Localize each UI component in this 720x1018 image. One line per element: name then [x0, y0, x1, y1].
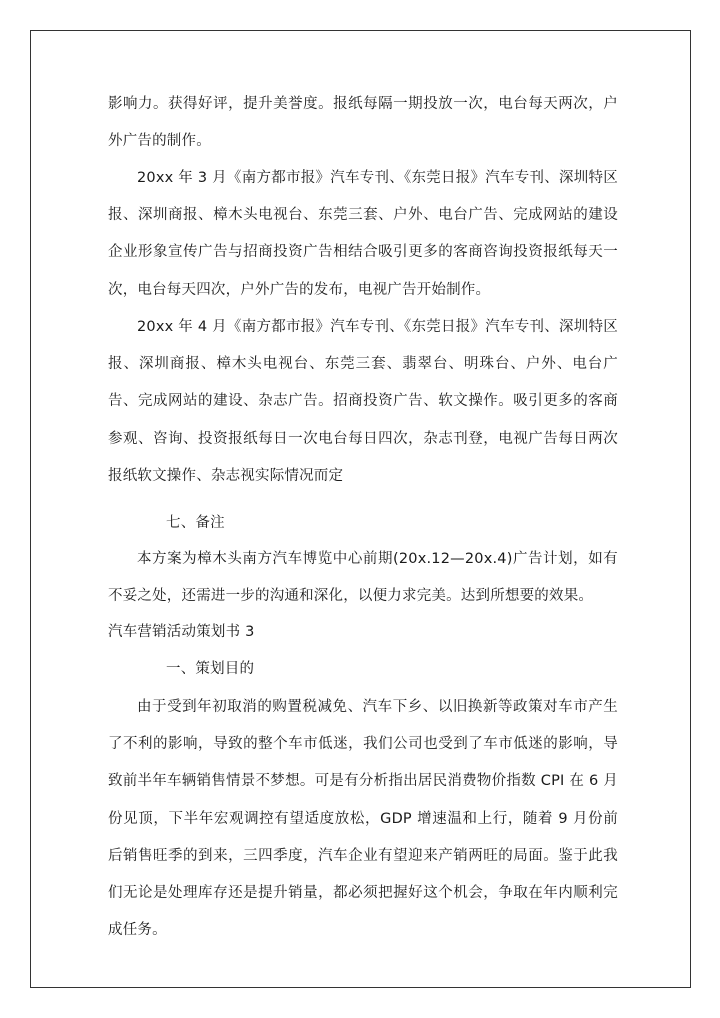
section-title-plan-3: 汽车营销活动策划书 3 — [108, 624, 255, 640]
heading-purpose: 一、策划目的 — [166, 661, 255, 677]
paragraph-march-plan: 20xx 年 3 月《南方都市报》汽车专刊、《东莞日报》汽车专刊、深圳特区报、深圳商报、樟木头电视台、东莞三套、户外、电台广告、完成网站的建设企业形象宣传广告与招商投资广告相结合吸引更多的客商咨询投资报纸每天一次，电台每天四次，户外广告的发布，电视广告开始制作。 — [108, 170, 618, 298]
paragraph-april-plan: 20xx 年 4 月《南方都市报》汽车专刊、《东莞日报》汽车专刊、深圳特区报、深圳商报、樟木头电视台、东莞三套、翡翠台、明珠台、户外、电台广告、完成网站的建设、杂志广告。招商投资广告、软文操作。吸引更多的客商参观、咨询、投资报纸每日一次电台每日四次，杂志刊登，电视广告每日两次报纸软文操作、杂志视实际情况而定 — [108, 319, 618, 484]
paragraph-purpose: 由于受到年初取消的购置税减免、汽车下乡、以旧换新等政策对车市产生了不利的影响，导致的整个车市低迷，我们公司也受到了车市低迷的影响，导致前半年车辆销售情景不梦想。可是有分析指出居民消费物价指数 CPI 在 6 月份见顶，下半年宏观调控有望适度放松，GDP 增速温和上行，随着 9 月份前后销售旺季的到来，三四季度，汽车企业有望迎来产销两旺的局面。鉴于此我们无论是处理库存还是提升销量，都必须把握好这个机会，争取在年内顺利完成任务。 — [108, 699, 618, 939]
paragraph-ad-frequency: 影响力。获得好评，提升美誉度。报纸每隔一期投放一次，电台每天两次，户外广告的制作。 — [108, 96, 618, 150]
heading-remarks: 七、备注 — [166, 515, 225, 531]
paragraph-remarks: 本方案为樟木头南方汽车博览中心前期(20x.12—20x.4)广告计划，如有不妥之处，还需进一步的沟通和深化，以便力求完美。达到所想要的效果。 — [108, 551, 618, 605]
